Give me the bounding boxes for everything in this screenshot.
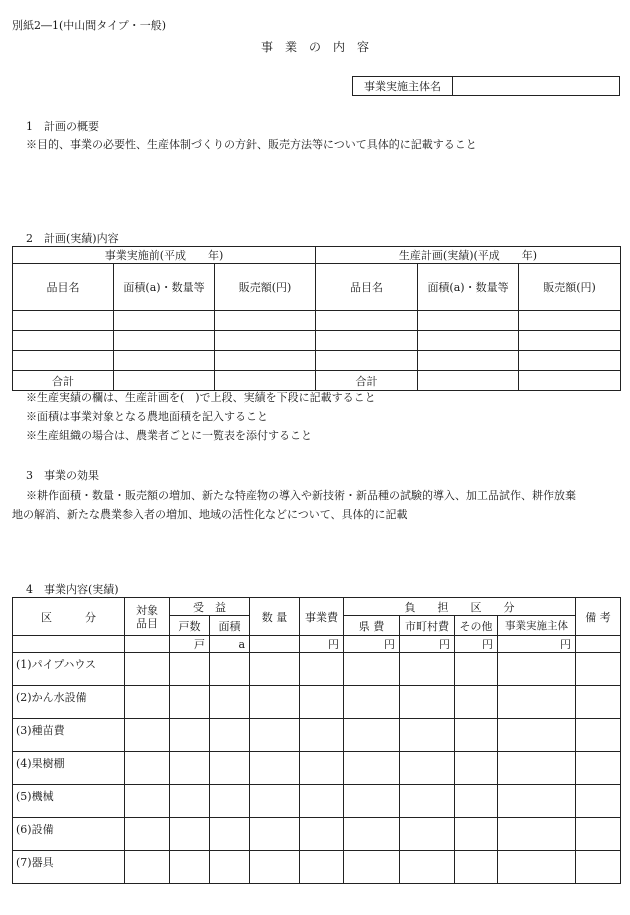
col-kubun: 区 分 [13,598,125,636]
table-row [13,851,621,884]
row-label: (6)設備 [13,818,125,851]
col-hinmoku: 品目名 [316,264,418,311]
col-taisho-2: 品目 [136,616,158,630]
table-row [13,785,621,818]
table-row [13,686,621,719]
unit-ko: 戸 [170,636,210,653]
entity-name-field[interactable] [453,77,620,96]
row-label: (3)種苗費 [13,719,125,752]
section1-note: ※目的、事業の必要性、生産体制づくりの方針、販売方法等について具体的に記載すること [26,138,477,151]
table-row [13,719,621,752]
col-futan: 負 担 区 分 [344,598,576,616]
page-title: 事 業 の 内 容 [260,40,369,54]
total-label: 合計 [316,371,418,391]
unit-a: a [210,636,250,653]
col-menseki: 面積 [210,616,250,636]
note: ※生産組織の場合は、農業者ごとに一覧表を添付すること [26,429,312,442]
row-label: (7)器具 [13,851,125,884]
unit-yen: 円 [344,636,400,653]
unit-yen: 円 [498,636,576,653]
col-taisho [125,598,170,636]
col-sonota: その他 [455,616,498,636]
section3-heading: 3 事業の効果 [26,469,99,482]
group-plan: 生産計画(実績)(平成 年) [316,247,621,264]
table-row [13,311,621,331]
unit-yen: 円 [300,636,344,653]
table-row [13,331,621,351]
row-label: (4)果樹棚 [13,752,125,785]
section2-notes [26,388,376,445]
plan-table [12,246,621,391]
group-before: 事業実施前(平成 年) [13,247,316,264]
project-table [12,597,621,884]
entity-label: 事業実施主体名 [353,77,453,96]
col-menseki: 面積(a)・数量等 [418,264,519,311]
section3-note-1: ※耕作面積・数量・販売額の増加、新たな特産物の導入や新技術・新品種の試験的導入、加工品試作、耕作放棄 [26,489,576,502]
note: ※生産実績の欄は、生産計画を( )で上段、実績を下段に記載すること [26,391,376,404]
section1-heading: 1 計画の概要 [26,120,99,133]
table-row [13,752,621,785]
col-hanbai: 販売額(円) [215,264,316,311]
row-label: (5)機械 [13,785,125,818]
section2-heading: 2 計画(実績)内容 [26,232,119,245]
entity-box [352,76,620,96]
col-menseki: 面積(a)・数量等 [114,264,215,311]
col-shichoson: 市町村費 [400,616,455,636]
col-kosu: 戸数 [170,616,210,636]
note: ※面積は事業対象となる農地面積を記入すること [26,410,268,423]
col-suryo: 数 量 [250,598,300,636]
unit-yen: 円 [400,636,455,653]
section4-heading: 4 事業内容(実績) [26,583,119,596]
row-label: (1)パイプハウス [13,653,125,686]
col-taisho-1: 対象 [136,603,158,617]
col-hinmoku: 品目名 [13,264,114,311]
section3-note-2: 地の解消、新たな農業参入者の増加、地域の活性化などについて、具体的に記載 [12,508,408,521]
total-label: 合計 [13,371,114,391]
unit-yen: 円 [455,636,498,653]
col-hanbai: 販売額(円) [519,264,621,311]
table-row [13,818,621,851]
form-id: 別紙2―1(中山間タイプ・一般) [12,19,167,32]
row-label: (2)かん水設備 [13,686,125,719]
units-row [13,636,621,653]
col-shutai: 事業実施主体 [498,616,576,636]
table-row [13,351,621,371]
col-jigyohi: 事業費 [300,598,344,636]
table-row [13,653,621,686]
col-jueki: 受 益 [170,598,250,616]
col-ken: 県 費 [344,616,400,636]
col-biko: 備 考 [576,598,621,636]
